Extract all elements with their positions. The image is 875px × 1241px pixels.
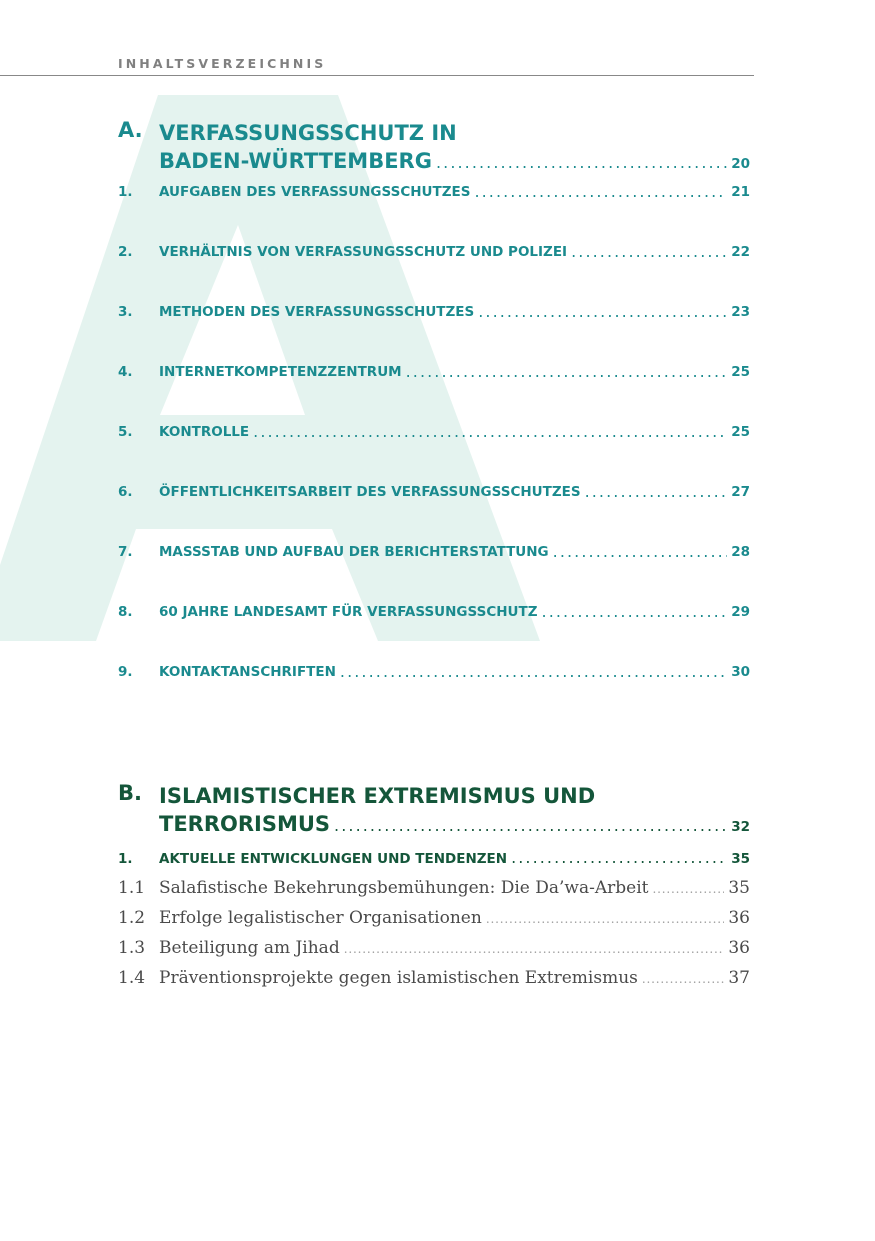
entry-title: KONTAKTANSCHRIFTEN (159, 664, 336, 680)
page-number: 29 (731, 604, 750, 620)
page-number: 25 (731, 364, 750, 380)
header-rule (0, 75, 754, 76)
entry-number: 8. (118, 604, 133, 620)
toc-entry[interactable] (118, 963, 750, 993)
dot-leader (486, 904, 725, 934)
toc-entry[interactable] (118, 297, 750, 357)
dot-leader (511, 843, 727, 873)
section-title-line1: VERFASSUNGSSCHUTZ IN (159, 121, 457, 145)
dot-leader (571, 237, 727, 267)
dot-leader (474, 177, 727, 207)
page-number: 36 (728, 908, 750, 928)
dot-leader (253, 417, 727, 447)
page-number: 30 (731, 664, 750, 680)
entry-title: AKTUELLE ENTWICKLUNGEN UND TENDENZEN (159, 851, 508, 867)
entry-title: ÖFFENTLICHKEITSARBEIT DES VERFASSUNGSSCHUTZES (159, 484, 581, 500)
dot-leader (542, 597, 728, 627)
entry-number: 1.3 (118, 938, 146, 958)
entry-title: Präventionsprojekte gegen islamistischen Extremismus (159, 968, 638, 988)
section-title-line2: BADEN-WÜRTTEMBERG (159, 149, 432, 173)
dot-leader (436, 153, 727, 172)
page-number: 23 (731, 304, 750, 320)
dot-leader (406, 357, 728, 387)
page-number: 20 (731, 156, 750, 172)
entry-number: 6. (118, 484, 133, 500)
section-letter: B. (118, 781, 142, 805)
section-b-title[interactable] (118, 781, 750, 843)
entry-number: 3. (118, 304, 133, 320)
dot-leader (478, 297, 727, 327)
toc-entry[interactable] (118, 933, 750, 963)
page-number: 35 (728, 878, 750, 898)
page-number: 27 (731, 484, 750, 500)
entry-number: 7. (118, 544, 133, 560)
page-number: 21 (731, 184, 750, 200)
section-letter: A. (118, 118, 143, 142)
page-number: 32 (731, 819, 750, 835)
entry-title: INTERNETKOMPETENZZENTRUM (159, 364, 402, 380)
toc-entry[interactable] (118, 597, 750, 657)
section-a (118, 118, 750, 717)
page-number: 36 (728, 938, 750, 958)
entry-title: Erfolge legalistischer Organisationen (159, 908, 482, 928)
dot-leader (344, 934, 725, 964)
entry-number: 1.2 (118, 908, 146, 928)
dot-leader (553, 537, 728, 567)
dot-leader (652, 874, 724, 904)
toc-entry[interactable] (118, 843, 750, 873)
dot-leader (340, 657, 727, 687)
page-number: 22 (731, 244, 750, 260)
entry-number: 5. (118, 424, 133, 440)
page-number: 35 (731, 851, 750, 867)
toc-entry[interactable] (118, 537, 750, 597)
page-number: 37 (728, 968, 750, 988)
dot-leader (642, 964, 724, 994)
toc-entry[interactable] (118, 873, 750, 903)
section-title-line2: TERRORISMUS (159, 812, 331, 836)
dot-leader (334, 816, 727, 835)
entry-title: Salafistische Bekehrungsbemühungen: Die Da’wa-Arbeit (159, 878, 649, 898)
entry-title: 60 JAHRE LANDESAMT FÜR VERFASSUNGSSCHUTZ (159, 604, 538, 620)
entry-number: 2. (118, 244, 133, 260)
toc-entry[interactable] (118, 177, 750, 237)
section-title-line1: ISLAMISTISCHER EXTREMISMUS UND (159, 784, 596, 808)
entry-title: KONTROLLE (159, 424, 250, 440)
toc-entry[interactable] (118, 903, 750, 933)
toc-entry[interactable] (118, 657, 750, 717)
toc-entry[interactable] (118, 357, 750, 417)
page-number: 25 (731, 424, 750, 440)
entry-title: AUFGABEN DES VERFASSUNGSSCHUTZES (159, 184, 471, 200)
entry-number: 9. (118, 664, 133, 680)
entry-number: 1. (118, 851, 133, 867)
toc-entry[interactable] (118, 417, 750, 477)
entry-title: METHODEN DES VERFASSUNGSSCHUTZES (159, 304, 475, 320)
section-b (118, 781, 750, 993)
entry-title: Beteiligung am Jihad (159, 938, 340, 958)
page-number: 28 (731, 544, 750, 560)
running-header: INHALTSVERZEICHNIS (118, 56, 327, 71)
entry-number: 4. (118, 364, 133, 380)
entry-number: 1.4 (118, 968, 146, 988)
toc-entry[interactable] (118, 237, 750, 297)
entry-number: 1.1 (118, 878, 146, 898)
entry-title: MASSSTAB UND AUFBAU DER BERICHTERSTATTUNG (159, 544, 549, 560)
toc-entry[interactable] (118, 477, 750, 537)
entry-title: VERHÄLTNIS VON VERFASSUNGSSCHUTZ UND POLIZEI (159, 244, 568, 260)
entry-number: 1. (118, 184, 133, 200)
section-a-title[interactable] (118, 118, 750, 180)
dot-leader (585, 477, 728, 507)
